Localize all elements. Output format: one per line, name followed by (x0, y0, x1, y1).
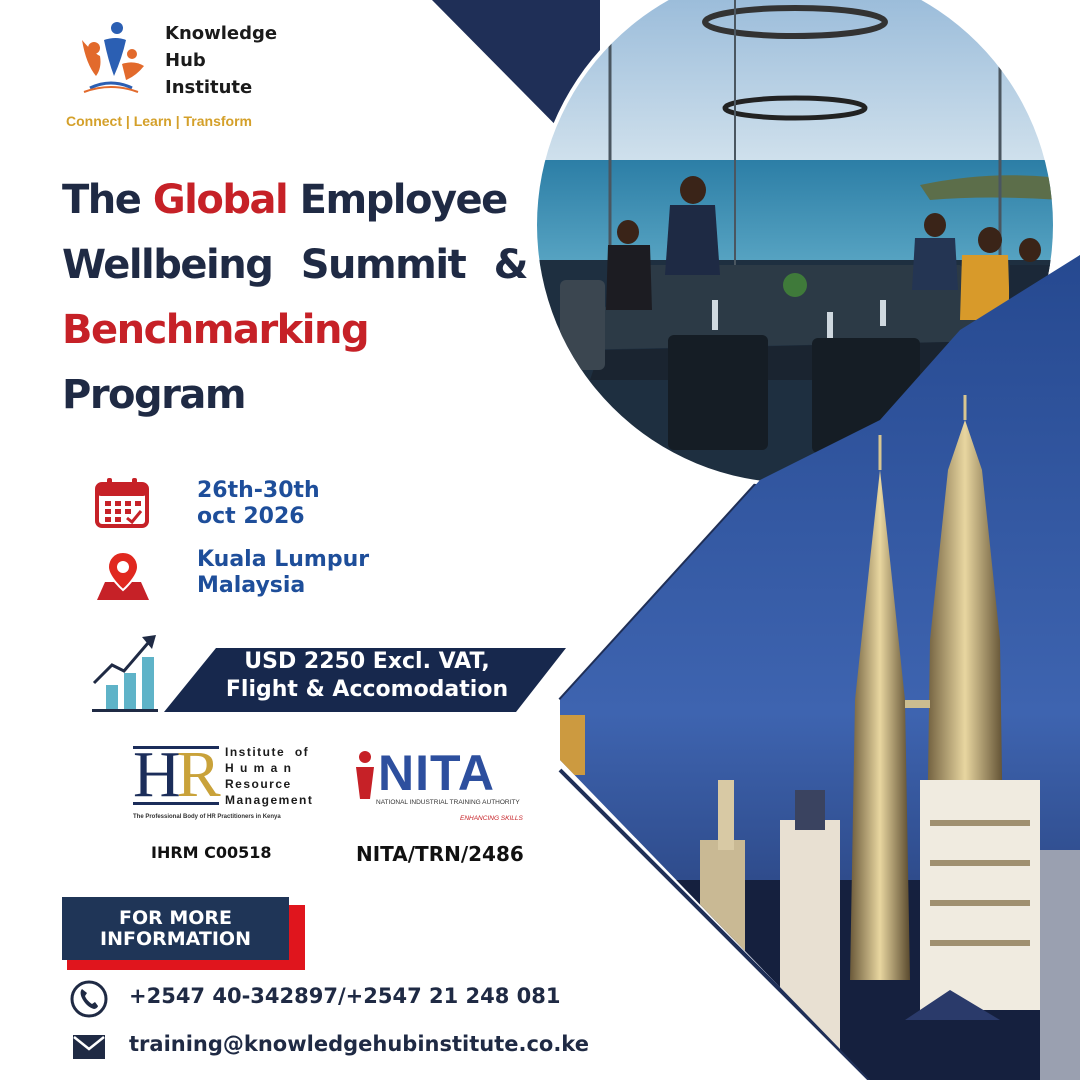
institute-name-line: Knowledge (165, 23, 278, 44)
event-location-line: Malaysia (197, 573, 306, 598)
price-line: USD 2250 Excl. VAT, (244, 649, 490, 674)
event-location (197, 547, 369, 599)
ihrm-code: IHRM C00518 (151, 843, 272, 862)
growth-chart-icon (92, 633, 160, 713)
title-word: The (62, 177, 153, 223)
email-address[interactable]: training@knowledgehubinstitute.co.ke (129, 1032, 589, 1056)
title-line-1 (62, 168, 527, 233)
institute-name (165, 20, 277, 101)
nita-figure-icon (352, 751, 378, 801)
price-text (182, 648, 552, 704)
ihrm-name-line: Institute of (225, 745, 310, 759)
nita-code: NITA/TRN/2486 (356, 842, 524, 866)
title-word: Summit (300, 242, 466, 288)
nita-logo (352, 745, 542, 830)
ihrm-name-line: H u m a n (225, 761, 293, 775)
title-word: Wellbeing (62, 242, 273, 288)
phone-icon (69, 979, 109, 1019)
location-pin-icon (95, 548, 151, 602)
phone-number[interactable]: +2547 40-342897/+2547 21 248 081 (129, 984, 561, 1008)
hr-letter-r: R (176, 738, 217, 811)
event-title (62, 168, 527, 428)
event-location-line: Kuala Lumpur (197, 547, 370, 572)
mail-icon (72, 1034, 106, 1060)
title-line-2 (62, 233, 527, 298)
price-line: Flight & Accomodation (225, 677, 509, 702)
event-date (197, 478, 320, 530)
institute-logo (70, 18, 310, 98)
title-word: Employee (287, 177, 507, 223)
title-word: & (493, 242, 527, 288)
ihrm-subtitle: The Professional Body of HR Practitioners in Kenya (133, 814, 281, 820)
event-date-line: oct 2026 (197, 504, 305, 529)
institute-name-line: Institute (165, 77, 253, 98)
hr-letter-h: H (133, 738, 177, 811)
ihrm-logo (133, 738, 314, 827)
more-info-line: FOR MORE (118, 907, 233, 929)
nita-tagline: ENHANCING SKILLS (460, 815, 523, 822)
institute-name-line: Hub (165, 50, 206, 71)
ihrm-name-line: Resource (225, 777, 292, 791)
more-info-line: INFORMATION (100, 928, 251, 950)
title-line-3: Benchmarking (62, 307, 369, 353)
more-info-heading (62, 897, 289, 960)
tagline: Connect | Learn | Transform (66, 113, 252, 129)
nita-full-name: NATIONAL INDUSTRIAL TRAINING AUTHORITY (376, 799, 520, 806)
event-date-line: 26th-30th (197, 478, 320, 503)
ihrm-name-line: Management (225, 793, 314, 807)
ihrm-name (225, 744, 313, 808)
title-line-4: Program (62, 372, 246, 418)
calendar-icon (95, 478, 149, 528)
nita-wordmark: NITA (378, 745, 495, 801)
logo-mark-icon (70, 18, 152, 98)
hr-letters (133, 738, 217, 811)
title-highlight-global: Global (152, 177, 288, 223)
